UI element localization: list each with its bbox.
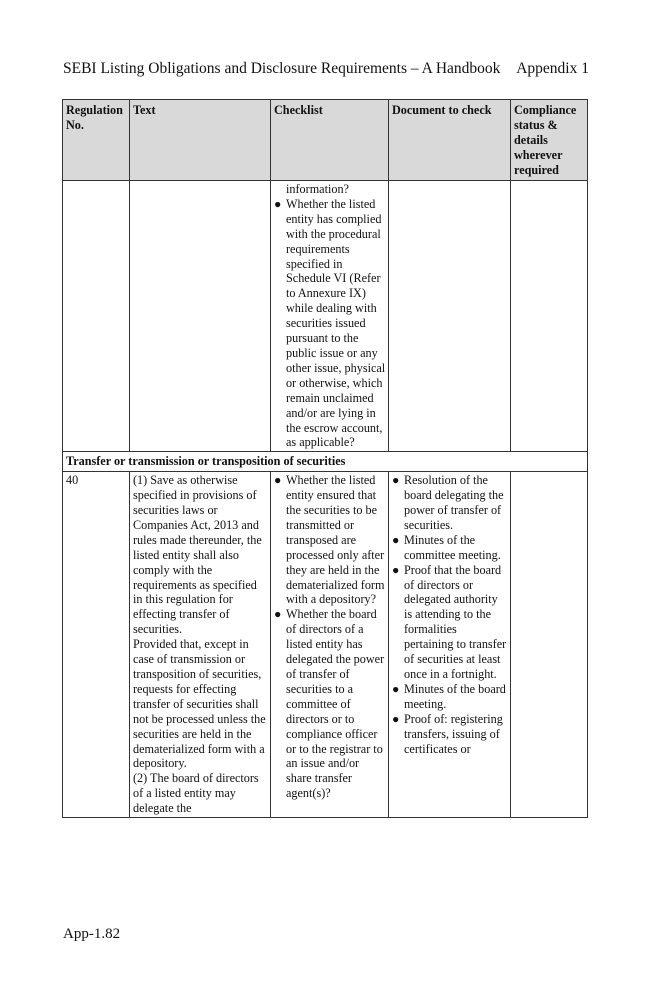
col-header-document: Document to check [389, 100, 511, 181]
checklist-bullet: ● Whether the board of directors of a listed entity has delegated the power of transfer of securities to a committee of directors or to compliance officer or to the registrar to an issue and/or share transfer agent(s)? [274, 607, 385, 801]
bullet-icon: ● [392, 711, 400, 726]
bullet-icon: ● [392, 681, 400, 696]
bullet-icon: ● [392, 562, 400, 577]
col-header-text: Text [130, 100, 271, 181]
compliance-cell [511, 181, 588, 452]
checklist-bullet: ● Whether the listed entity has complied with the procedural requirements specified in Schedule VI (Refer to Annexure IX) while dealing with securities issued pursuant to the public issue or any other issue, physical or otherwise, which remain unclaimed and/or are lying in the escrow account, as applicable? [274, 196, 386, 450]
checklist-cell [271, 181, 389, 452]
regulation-cell: 40 [63, 472, 130, 818]
section-heading: Transfer or transmission or transposition of securities [63, 452, 588, 472]
document-bullet: ● Proof of: registering transfers, issuing of certificates or [392, 711, 503, 756]
bullet-icon: ● [274, 196, 282, 211]
checklist-cell [271, 472, 389, 818]
col-header-checklist: Checklist [271, 100, 389, 181]
section-row [63, 452, 588, 472]
checklist-table [62, 99, 588, 818]
compliance-cell [511, 472, 588, 818]
col-header-regulation: Regulation No. [63, 100, 130, 181]
text-paragraph: Provided that, except in case of transmission or transposition of securities, requests for effecting transfer of securities shall not be processed unless the securities are held in the dematerialized form with a depository. [133, 637, 266, 771]
appendix-label: Appendix 1 [516, 60, 589, 77]
checklist-bullet: ● Whether the listed entity ensured that the securities to be transmitted or transposed are processed only after they are held in the dematerialized form with a depository? [274, 473, 385, 607]
regulation-cell [63, 181, 130, 452]
bullet-icon: ● [274, 473, 282, 488]
table-row [63, 472, 588, 818]
bullet-icon: ● [392, 532, 400, 547]
handbook-title: SEBI Listing Obligations and Disclosure Requirements – A Handbook [63, 60, 501, 77]
document-bullet: ● Minutes of the committee meeting. [392, 532, 501, 562]
document-bullet: ● Resolution of the board delegating the power of transfer of securities. [392, 473, 504, 532]
bullet-icon: ● [392, 473, 400, 488]
table-header-row [63, 100, 588, 181]
checklist-continuation: information? [286, 182, 349, 196]
col-header-compliance: Compliance status & details wherever required [511, 100, 588, 181]
document-cell [389, 472, 511, 818]
text-cell [130, 181, 271, 452]
text-paragraph: (1) Save as otherwise specified in provisions of securities laws or Companies Act, 2013 and rules made thereunder, the listed entity shall also comply with the requirements as specified in this regulation for effecting transfer of securities. [133, 473, 262, 637]
document-bullet: ● Proof that the board of directors or delegated authority is attending to the formalities pertaining to transfer of securities at least once in a fortnight. [392, 562, 507, 681]
text-paragraph: (2) The board of directors of a listed entity may delegate the [133, 771, 259, 816]
bullet-icon: ● [274, 607, 282, 622]
table-row [63, 181, 588, 452]
page-header [63, 60, 589, 78]
page-number: App-1.82 [63, 926, 121, 942]
document-cell [389, 181, 511, 452]
text-cell [130, 472, 271, 818]
document-bullet: ● Minutes of the board meeting. [392, 681, 506, 711]
